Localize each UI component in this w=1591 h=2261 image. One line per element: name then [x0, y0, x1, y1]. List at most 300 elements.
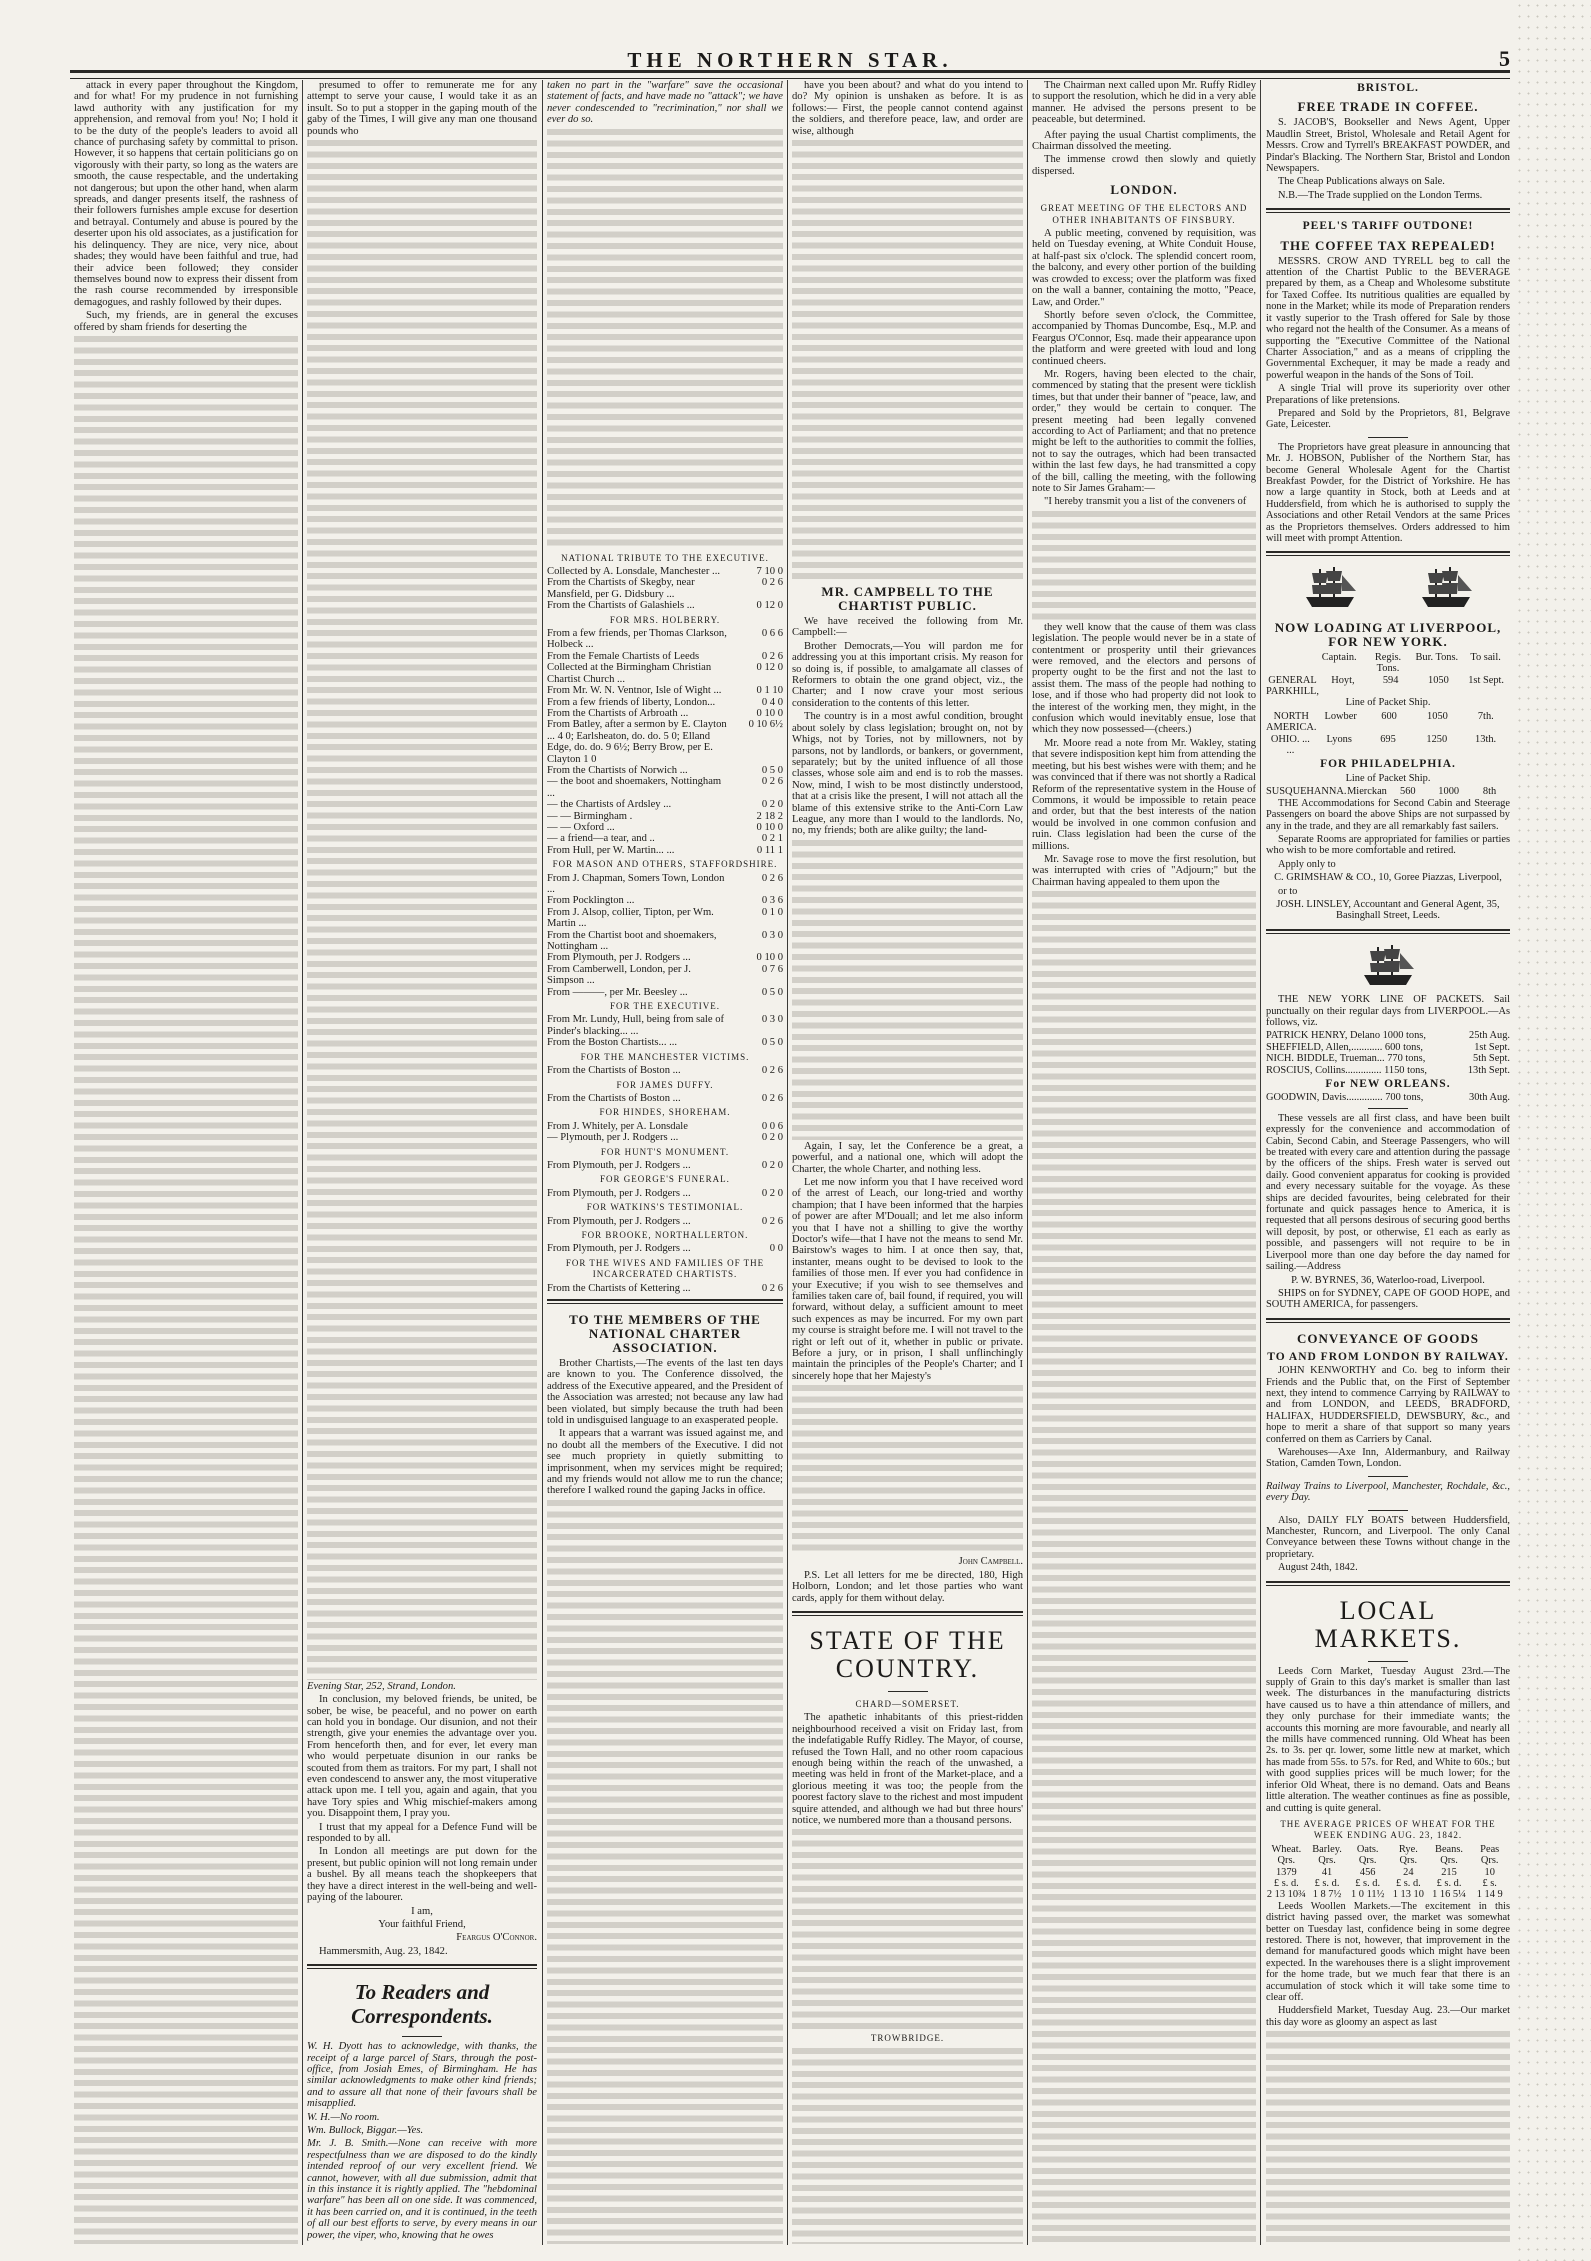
list-row	[547, 651, 783, 662]
list-row	[547, 577, 783, 600]
subheading: FOR PHILADELPHIA.	[1320, 758, 1456, 771]
row-amount: 0 2 6	[761, 1065, 783, 1077]
illegible-text-block	[792, 2048, 1023, 2244]
row-label: From Plymouth, per J. Rodgers ...	[547, 1215, 691, 1227]
table-cell: Qrs.	[1358, 1855, 1377, 1867]
newspaper-title: THE NORTHERN STAR.	[627, 48, 953, 72]
italic-paragraph: Railway Trains to Liverpool, Manchester, Rochdale, &c., every Day.	[1266, 1480, 1510, 1504]
row-label: From the Chartist boot and shoemakers, Nottingham ...	[547, 929, 717, 953]
section-rule	[1266, 1318, 1510, 1323]
row-label: From Pocklington ...	[547, 895, 635, 907]
table-row	[1266, 652, 1510, 675]
row-amount: 0 2 6	[761, 872, 783, 884]
headline: LONDON.	[1110, 182, 1178, 198]
row-label: From Batley, after a sermon by E. Clayton ... 4 0; Earlsheaton, do. do. 5 0; Elland Edge, do. do. 9 6½; Berry Brow, per E. Clayton 1 0	[547, 719, 727, 765]
paragraph: presumed to offer to remunerate me for any attempt to serve your cause, I would take it as an insult. So to put a stopper in the gaping mouth of the gaby of the Times, I will give any man one thousand pounds who	[307, 80, 537, 137]
paragraph: In conclusion, my beloved friends, be united, be sober, be wise, be peaceful, and no power on earth can hold you in bondage. Our disunion, and not their strength, give your enemies the advantage over you. From henceforth then, and for ever, let every man who would perpetuate disunion in our ranks be scouted from them as traitors. For my part, I shall not even condescend to answer any, the most vituperative attack upon me. I tell you, again and again, that you have Tory spies and Whig mischief-makers among you. Disappoint them, I pray you.	[307, 1694, 537, 1820]
paragraph: Warehouses—Axe Inn, Aldermanbury, and Railway Station, Camden Town, London.	[1266, 1446, 1510, 1470]
row-amount: 0 2 6	[761, 1092, 783, 1104]
row-amount: 0 3 0	[761, 1014, 783, 1026]
table-row	[1266, 675, 1510, 698]
row-label: SHEFFIELD, Allen,............ 600 tons,	[1266, 1041, 1424, 1053]
paragraph: S. JACOB'S, Bookseller and News Agent, Upper Maudlin Street, Bristol, Wholesale and Retail Agent for Messrs. Crow and Tyrrell's BREAKFAST POWDER, and Pindar's Blacking. The Northern Star, Bristol and London Newspapers.	[1266, 117, 1510, 175]
row-label: From the Chartists of Galashiels ...	[547, 600, 695, 612]
table-row	[1266, 1867, 1510, 1878]
table-cell: Regis. Tons.	[1374, 651, 1402, 675]
paragraph: Again, I say, let the Conference be a great, a powerful, and a national one, which will adopt the Charter, the whole Charter, and nothing less.	[792, 1140, 1023, 1175]
table-cell: 456	[1359, 1866, 1376, 1878]
row-amount: 0 2 6	[761, 650, 783, 662]
table-cell: Oats.	[1356, 1843, 1379, 1855]
table-cell: 600	[1381, 710, 1397, 722]
row-label: Collected by A. Lonsdale, Manchester ...	[547, 566, 720, 578]
row-label: From the Chartists of Arbroath ...	[547, 707, 689, 719]
row-label: From ———, per Mr. Beesley ...	[547, 986, 688, 998]
column-1	[74, 80, 298, 2245]
subheading: NATIONAL TRIBUTE TO THE EXECUTIVE.	[561, 552, 769, 563]
table-cell: 1 14 9	[1476, 1889, 1503, 1901]
subheading: FOR WATKINS'S TESTIMONIAL.	[586, 1202, 744, 1213]
table-cell: Bur. Tons.	[1415, 651, 1459, 663]
illegible-text-block	[1032, 891, 1256, 2244]
illegible-text-block	[547, 1500, 783, 2244]
short-divider	[888, 1691, 928, 1692]
row-amount: 0 2 6	[761, 1282, 783, 1294]
centered-line: Line of Packet Ship.	[1345, 772, 1431, 784]
row-label: From J. Whitely, per A. Lonsdale	[547, 1120, 688, 1132]
list-row	[547, 628, 783, 651]
italic-paragraph: taken no part in the "warfare" save the occasional statement of facts, and have made no "attack"; we have never condescended to "recrimination," nor shall we ever do so.	[547, 80, 783, 126]
row-amount: 0 2 0	[761, 1132, 783, 1144]
section-rule	[307, 1964, 537, 1969]
row-label: GOODWIN, Davis.............. 700 tons,	[1266, 1092, 1424, 1104]
list-row	[547, 685, 783, 696]
column-2	[307, 80, 537, 2245]
table-row	[1266, 734, 1510, 757]
paragraph: Huddersfield Market, Tuesday Aug. 23.—Our market this day wore as gloomy an aspect as last	[1266, 2005, 1510, 2028]
table-cell: 1379	[1275, 1866, 1297, 1878]
paragraph: A single Trial will prove its superiority over other Preparations of like pretensions.	[1266, 383, 1510, 406]
paragraph: N.B.—The Trade supplied on the London Terms.	[1278, 189, 1483, 201]
list-row	[547, 799, 783, 810]
row-amount: 0 3 0	[761, 929, 783, 941]
paragraph: THE NEW YORK LINE OF PACKETS. Sail punctually on their regular days from LIVERPOOL.—As follows, viz.	[1266, 994, 1510, 1028]
table-cell: Lowber	[1324, 710, 1357, 722]
table-row	[1266, 1889, 1510, 1900]
subheading: For NEW ORLEANS.	[1325, 1078, 1451, 1090]
row-label: From a few friends of liberty, London...	[547, 696, 716, 708]
table-cell: Rye.	[1398, 1843, 1418, 1855]
paragraph: Apply only to	[1278, 858, 1336, 870]
table-cell: Wheat.	[1271, 1843, 1302, 1855]
row-label: — — Oxford ...	[547, 821, 615, 833]
paragraph: or to	[1278, 885, 1298, 897]
list-row	[547, 873, 783, 896]
paragraph: I trust that my appeal for a Defence Fund will be responded to by all.	[307, 1821, 537, 1845]
paragraph: Hammersmith, Aug. 23, 1842.	[319, 1945, 448, 1957]
row-label: From Plymouth, per J. Rodgers ...	[547, 1187, 691, 1199]
paragraph: SHIPS on for SYDNEY, CAPE OF GOOD HOPE, and SOUTH AMERICA, for passengers.	[1266, 1287, 1510, 1311]
list-row	[547, 811, 783, 822]
paragraph: THE Accommodations for Second Cabin and Steerage Passengers on board the above Ships are not surpassed by any in the trade, and they are all remarkably fast sailers.	[1266, 797, 1510, 832]
list-row	[547, 1188, 783, 1199]
signature: John Campbell.	[958, 1556, 1023, 1568]
subheading: FOR MRS. HOLBERRY.	[609, 614, 721, 625]
row-amount: 0 2 1	[761, 833, 783, 845]
headline: MR. CAMPBELL TO THE CHARTIST PUBLIC.	[821, 584, 994, 614]
table-cell: 2 13 10¾	[1266, 1889, 1306, 1901]
subheading: FOR THE MANCHESTER VICTIMS.	[580, 1051, 750, 1062]
row-amount: 0 12 0	[756, 600, 783, 612]
row-amount: 0 12 0	[756, 662, 783, 674]
list-row	[1266, 1065, 1510, 1076]
subheading: FOR GEORGE'S FUNERAL.	[600, 1174, 730, 1185]
paragraph: The Cheap Publications always on Sale.	[1278, 176, 1445, 188]
centered-line: C. GRIMSHAW & CO., 10, Goree Piazzas, Liverpool,	[1274, 872, 1502, 884]
list-row	[547, 833, 783, 844]
table-cell: £ s. d.	[1355, 1877, 1381, 1889]
row-amount: 2 18 2	[756, 810, 783, 822]
row-amount: 0 2 6	[761, 1215, 783, 1227]
list-row	[547, 1014, 783, 1037]
row-label: — the boot and shoemakers, Nottingham ...	[547, 776, 722, 799]
list-row	[547, 600, 783, 611]
column-divider	[302, 80, 303, 2245]
table-cell: Qrs.	[1277, 1855, 1296, 1867]
table-cell: 13th.	[1475, 733, 1497, 745]
paragraph: Mr. Rogers, having been elected to the chair, commenced by stating that the present were ticklish times, but that under their banner of "peace, law, and order," they would be certain to conquer. The present meeting had been legally convened according to Act of Parliament; and that no pretence might be left to the authorities to commit the follies, not to say the outrages, which had been transacted within the last few days, he had transmitted a copy of the bill, calling the meeting, with the following note to Sir James Graham:—	[1032, 368, 1256, 494]
italic-paragraph: W. H. Dyott has to acknowledge, with thanks, the receipt of a large parcel of Stars, through the post-office, from Josiah Emes, of Birmingham. He has similar acknowledgments to make other kind friends; and to assure all that none of their favours shall be misapplied.	[307, 2041, 537, 2110]
row-label: From a few friends, per Thomas Clarkson, Holbeck ...	[547, 628, 727, 651]
table-cell: £ s. d.	[1436, 1877, 1462, 1889]
short-divider	[1368, 1510, 1408, 1511]
row-label: From Hull, per W. Martin... ...	[547, 844, 675, 856]
row-label: NICH. BIDDLE, Trueman... 770 tons,	[1266, 1053, 1426, 1065]
paragraph: attack in every paper throughout the Kingdom, and for what! For my prudence in not furnishing lawd authority with any justification for my apprehension, and removal from you! No; I hold it to be the duty of the people's leaders to avoid all chance of purchasing safety by committal to prison. However, it so happens that certain politicians go on vigorously with their party, so long as the waters are smooth, the cause respectable, and the undertaking not dangerous; but upon the other hand, when alarm spreads, and danger presents itself, the rashness of their followers furnishes ample excuse for desertion and betrayal. Contumely and abuse is poured by the deserter upon his old associates, as a justification for his delinquency. They are nice, very nice, about shades; they would have been faithful and true, had their advice been followed; they consider themselves bound now to express their dissent from the rash course recommended by irresponsible demagogues, and rashly followed by their dupes.	[74, 80, 298, 308]
table-cell: £ s. d.	[1273, 1877, 1299, 1889]
list-row	[547, 708, 783, 719]
headline: CONVEYANCE OF GOODS	[1296, 1330, 1479, 1346]
masthead-rule	[70, 70, 1510, 79]
table-cell: 1st Sept.	[1468, 674, 1505, 686]
table-cell: Mierckan	[1347, 786, 1387, 798]
paragraph: Also, DAILY FLY BOATS between Huddersfield, Manchester, Runcorn, and Liverpool. The only Canal Conveyance between these Towns without change in the proprietary.	[1266, 1514, 1510, 1560]
paragraph: Prepared and Sold by the Proprietors, 81, Belgrave Gate, Leicester.	[1266, 407, 1510, 431]
headline: FREE TRADE IN COFFEE.	[1297, 99, 1479, 115]
row-amount: 0 10 0	[756, 821, 783, 833]
headline: NOW LOADING AT LIVERPOOL, FOR NEW YORK.	[1274, 619, 1502, 649]
table-cell: Beans.	[1435, 1843, 1464, 1855]
list-row	[1266, 1092, 1510, 1103]
list-row	[547, 1243, 783, 1254]
table-row	[1266, 1855, 1510, 1866]
table-cell: GENERAL PARKHILL,	[1266, 674, 1320, 698]
row-label: From J. Chapman, Somers Town, London ...	[547, 872, 725, 895]
table-cell: Qrs.	[1480, 1855, 1499, 1867]
list-row	[547, 1037, 783, 1048]
table-cell: 1 8 7½	[1312, 1889, 1342, 1901]
table-cell: 1 13 10	[1392, 1889, 1424, 1901]
list-row	[547, 1283, 783, 1294]
list-row	[547, 964, 783, 987]
row-amount: 0 10 0	[756, 952, 783, 964]
list-row	[1266, 1053, 1510, 1064]
signature: Feargus O'Connor.	[456, 1932, 537, 1944]
ship-icon	[1360, 943, 1416, 990]
row-amount: 30th Aug.	[1469, 1092, 1510, 1104]
list-row	[1266, 1042, 1510, 1053]
table-cell: £ s. d.	[1314, 1877, 1340, 1889]
list-row	[547, 1132, 783, 1143]
row-amount: 25th Aug.	[1469, 1030, 1510, 1042]
row-amount: 0 2 6	[761, 577, 783, 589]
subheading: FOR THE WIVES AND FAMILIES OF THE INCARCERATED CHARTISTS.	[565, 1257, 765, 1280]
paragraph: Mr. Moore read a note from Mr. Wakley, stating that severe indisposition kept him from attending the meeting, but his best wishes were with them; and he was convinced that if there was not shortly a Radical Reform of the representative system in the House of Commons, it would be impossible to retain peace and order, but that the best interests of the nation would be involved in one common confusion and ruin. Class legislation had been the curse of the millions.	[1032, 737, 1256, 852]
table-cell: Peas	[1480, 1843, 1500, 1855]
paragraph: Such, my friends, are in general the excuses offered by sham friends for deserting the	[74, 310, 298, 333]
paragraph: Leeds Corn Market, Tuesday August 23rd.—The supply of Grain to this day's market is smaller than last week. The disturbances in the manufacturing districts have caused us to have a thin attendance of millers, and they only purchase for their immediate wants; the accounts this morning are more favourable, and nearly all the mills have commenced running. Old Wheat has been 2s. to 3s. per qr. lower, some little new at market, which has made from 55s. to 57s. for Red, and White to 60s.; but with good supplies prices will be much lower; for the inferior Old Wheat, there is no demand. Oats and Beans little alteration. The weather continues as fine as possible, and cutting is quite general.	[1266, 1665, 1510, 1814]
table-cell: £ s. d.	[1395, 1877, 1421, 1889]
table-cell: 1050	[1428, 674, 1449, 686]
italic-paragraph: Evening Star, 252, Strand, London.	[307, 1680, 456, 1692]
row-label: From Plymouth, per J. Rodgers ...	[547, 1243, 691, 1255]
row-amount: 0 0 6	[761, 1120, 783, 1132]
table-cell: £ s.	[1482, 1877, 1497, 1889]
row-label: Collected at the Birmingham Christian Chartist Church ...	[547, 662, 712, 685]
paragraph: Let me now inform you that I have received word of the arrest of Leach, our long-tried and worthy champion; that I have been informed that the harpies of power are after M'Douall; and let me also inform you that I have not a shilling to give the worthy Doctor's wife—that I have not the means to send Mr. Bairstow's wages to him. I at once then say, that, instanter, means ought to be devised to look to the families of those men. If ever you had confidence in your Executive; if you wish to see themselves and families taken care of, bail found, if required, you will forward, without delay, a sufficient amount to meet such expences as may be incurred. For my own part my course is straight before me. I will not travel to the right or left out of it, whether in public or private. Before a jury, or in prison, I shall unflinchingly maintain the principles of the People's Charter; and I sincerely hope that her Majesty's	[792, 1176, 1023, 1382]
table-cell: 1000	[1438, 786, 1460, 798]
table-row	[1266, 711, 1510, 734]
page-margin	[1515, 0, 1591, 2261]
italic-paragraph: Mr. J. B. Smith.—None can receive with more respectfulness than we are disposed to do the kindly intended reproof of our very excellent friend. We cannot, however, with all due submission, admit that in this instance it is rightly applied. The "hebdominal warfare" has been all on one side. It was commenced, it has been carried on, and it is continued, in the teeth of all our best efforts to serve, by every means in our power, the viper, who, knowing that he owes	[307, 2138, 537, 2241]
table-cell: 594	[1382, 674, 1399, 686]
row-label: PATRICK HENRY, Delano 1000 tons,	[1266, 1030, 1426, 1042]
row-amount: 0 1 10	[756, 685, 783, 697]
row-amount: 5th Sept.	[1473, 1053, 1510, 1065]
list-row	[547, 697, 783, 708]
table-cell: To sail.	[1470, 651, 1501, 663]
table-cell: Qrs.	[1440, 1855, 1458, 1867]
paragraph: Brother Democrats,—You will pardon me for addressing you at this important crisis. My reason for so doing is, if possible, to amalgamate all classes of Reformers to obtain the one grand object, viz., the Charter; and I now crave your most serious consideration to the contents of this letter.	[792, 640, 1023, 709]
list-row	[547, 1093, 783, 1104]
column-5	[1032, 80, 1256, 2245]
list-row	[547, 1121, 783, 1132]
table-cell: 1050	[1427, 710, 1448, 722]
paragraph: "I hereby transmit you a list of the conveners of	[1044, 496, 1247, 508]
table-cell: 695	[1380, 733, 1396, 745]
section-headline: LOCAL MARKETS.	[1314, 1595, 1462, 1653]
table-cell: 24	[1403, 1866, 1414, 1878]
table-cell: NORTH AMERICA.	[1266, 710, 1317, 734]
short-divider	[1368, 1661, 1408, 1662]
section-rule	[1266, 1581, 1510, 1586]
masthead	[70, 40, 1510, 74]
illegible-text-block	[74, 336, 298, 2244]
row-amount: 0 5 0	[761, 986, 783, 998]
table-row	[1266, 1844, 1510, 1855]
row-label: ROSCIUS, Collins.............. 1150 tons,	[1266, 1064, 1427, 1076]
list-row	[547, 845, 783, 856]
ship-illustration	[1266, 943, 1510, 990]
row-label: From the Female Chartists of Leeds	[547, 650, 700, 662]
short-divider	[1368, 1476, 1408, 1477]
subheading: FOR HINDES, SHOREHAM.	[599, 1107, 731, 1118]
short-divider	[1368, 1108, 1408, 1109]
illegible-text-block	[792, 1829, 1023, 2029]
column-divider	[1027, 80, 1028, 2245]
table-cell: 41	[1321, 1866, 1333, 1878]
paragraph: A public meeting, convened by requisition, was held on Tuesday evening, at White Conduit House, at half-past six o'clock. The splendid concert room, the balcony, and every other portion of the building was crowded to excess; over the platform was fixed on the wall a banner, containing the motto, "Peace, Law, and Order."	[1032, 228, 1256, 308]
list-row	[547, 930, 783, 953]
subheading: BRISTOL.	[1357, 82, 1419, 94]
table-cell: Qrs.	[1318, 1855, 1336, 1867]
paragraph: The Chairman next called upon Mr. Ruffy Ridley to support the resolution, which he did in a very able manner. He advised the persons present to be peaceable, but determined.	[1032, 80, 1256, 126]
list-row	[547, 1065, 783, 1076]
row-label: From the Chartists of Boston ...	[547, 1065, 681, 1077]
short-divider	[1368, 437, 1408, 438]
table-cell: Lyons	[1326, 733, 1352, 745]
table-cell: 1250	[1426, 733, 1448, 745]
list-row	[547, 822, 783, 833]
illegible-text-block	[547, 129, 783, 549]
row-label: — Plymouth, per J. Rodgers ...	[547, 1132, 679, 1144]
column-3	[547, 80, 783, 2245]
row-amount: 0 11 1	[756, 844, 783, 856]
row-amount: 0 10 0	[756, 707, 783, 719]
paragraph: It appears that a warrant was issued against me, and no doubt all the members of the Executive. I did not see much propriety in quietly submitting to imprisonment, when my services might be required; and my friends would not allow me to run the chance; therefore I walked round the gaping Jacks in office.	[547, 1428, 783, 1497]
row-amount: 0 4 0	[761, 696, 783, 708]
paragraph: Mr. Savage rose to move the first resolution, but was interrupted with cries of "Adjourn;" but the Chairman having appealed to them upon the	[1032, 853, 1256, 888]
table-cell	[1266, 652, 1315, 675]
section-rule	[547, 1299, 783, 1304]
row-amount: 1st Sept.	[1474, 1041, 1510, 1053]
column-divider	[787, 80, 788, 2245]
list-row	[547, 719, 783, 765]
row-label: From the Chartists of Skegby, near Mansfield, per G. Didsbury ...	[547, 577, 695, 600]
subheading: FOR BROOKE, NORTHALLERTON.	[581, 1229, 749, 1240]
subheading: FOR MASON AND OTHERS, STAFFORDSHIRE.	[552, 859, 778, 870]
row-amount: 0 2 0	[761, 1159, 783, 1171]
row-label: From the Chartists of Boston ...	[547, 1092, 681, 1104]
column-6	[1266, 80, 1510, 2245]
paragraph: We have received the following from Mr. Campbell:—	[792, 616, 1023, 639]
row-label: From Plymouth, per J. Rodgers ...	[547, 1159, 691, 1171]
subheading: GREAT MEETING OF THE ELECTORS AND OTHER INHABITANTS OF FINSBURY.	[1040, 203, 1248, 225]
paragraph: have you been about? and what do you intend to do? My opinion is unshaken as before. It is as follows:— First, the people cannot contend against the soldiers, and therefore peace, law, and order are wise, although	[792, 80, 1023, 137]
row-label: From Camberwell, London, per J. Simpson ...	[547, 963, 691, 987]
row-amount: 0 5 0	[761, 1037, 783, 1049]
row-label: From Mr. W. N. Ventnor, Isle of Wight ...	[547, 685, 722, 697]
table-cell: SUSQUEHANNA.	[1266, 786, 1347, 798]
table-cell: 215	[1441, 1866, 1457, 1878]
paragraph: MESSRS. CROW AND TYRELL beg to call the attention of the Chartist Public to the BEVERAGE prepared by them, as a Cheap and Wholesome substitute for Taxed Coffee. Its nutritious qualities are equalled by none in the Market; while its mode of Preparation renders it vastly superior to the Trash offered for Sale by those who regard not the health of the Consumer. As a means of supporting the "Executive Committee of the National Charter Association," and as a means of crippling the Governmental Exchequer, it may be made a ready and powerful weapon in the hands of the Sons of Toil.	[1266, 255, 1510, 381]
list-row	[547, 765, 783, 776]
table-cell: 1 0 11½	[1350, 1889, 1385, 1901]
section-rule	[792, 1611, 1023, 1616]
centered-line: P. W. BYRNES, 36, Waterloo-road, Liverpool.	[1291, 1274, 1485, 1286]
ship-icon	[1302, 565, 1358, 612]
headline: TO THE MEMBERS OF THE NATIONAL CHARTER ASSOCIATION.	[569, 1312, 761, 1355]
italic-paragraph: Wm. Bullock, Biggar.—Yes.	[307, 2124, 424, 2136]
section-rule	[1266, 208, 1510, 213]
paragraph: they well know that the cause of them was class legislation. The people would never be in a state of contentment or prosperity until their grievances were removed, and the electors and persons of property ought to be the first and not the last to assist them. The mass of the people had nothing to lose, and if those who had property did not look to the interest of the working men, they might, in the confusion which would inevitably ensue, lose that which they now possessed—(cheers.)	[1032, 621, 1256, 736]
table-cell: OHIO. ... ...	[1270, 733, 1310, 757]
row-label: — the Chartists of Ardsley ...	[547, 799, 672, 811]
illegible-text-block	[1032, 511, 1256, 621]
row-amount: 0 10 6½	[748, 719, 783, 731]
table-cell: Captain.	[1321, 651, 1357, 663]
ship-illustration	[1266, 565, 1510, 612]
subheading: THE AVERAGE PRICES OF WHEAT FOR THE WEEK ENDING AUG. 23, 1842.	[1280, 1818, 1496, 1841]
row-amount: 0 2 0	[761, 1187, 783, 1199]
subheading: FOR HUNT'S MONUMENT.	[600, 1146, 730, 1157]
row-label: — — Birmingham .	[547, 810, 633, 822]
illegible-text-block	[307, 140, 537, 1680]
headline: THE COFFEE TAX REPEALED!	[1280, 237, 1496, 253]
subheading: TO AND FROM LONDON BY RAILWAY.	[1267, 1350, 1509, 1363]
paragraph: P.S. Let all letters for me be directed, 180, High Holborn, London; and let those parties who want cards, apply for them without delay.	[792, 1569, 1023, 1604]
row-amount: 0 2 6	[761, 776, 783, 788]
illegible-text-block	[792, 140, 1023, 580]
paragraph: The country is in a most awful condition, brought about solely by class legislation; brought on, not by Whigs, not by Tories, not by millowners, not by parsons, not by landlords, or bankers, or government, separately; but by the united influence of all those classes, whose sole aim and end is to rob the masses. Now, mind, I wish to be most distinctly understood, that at a crisis like the present, I will not attach all the blame of this extensive strike to the Anti-Corn Law League, any more than I would to the landlords. No, no, my friends; both are alike guilty; the land-	[792, 711, 1023, 837]
row-label: — a friend—a tear, and ..	[547, 833, 655, 845]
row-amount: 13th Sept.	[1467, 1064, 1510, 1076]
row-label: From Plymouth, per J. Rodgers ...	[547, 952, 691, 964]
row-amount: 0 5 0	[761, 764, 783, 776]
paragraph: Brother Chartists,—The events of the last ten days are known to you. The Conference dissolved, the address of the Executive appeared, and the President of the Association was arrested; not because any law had been violated, but simply because the truth had been told in undisguised language to an exasperated people.	[547, 1358, 783, 1427]
subheading: PEEL'S TARIFF OUTDONE!	[1302, 220, 1474, 233]
paragraph: These vessels are all first class, and have been built expressly for the convenience and accommodation of Cabin, Second Cabin, and Steerage Passengers, who will be treated with every care and attention during the passage by the officers of the ships. Fresh water is served out daily. Good convenient apparatus for cooking is provided and every necessary suitable for the voyage. As these ships are decided favourites, being celebrated for their fortunate and quick passages hence to America, it is requested that all persons desirous of securing good berths will deposit, by post, or otherwise, £1 each as early as possible, and passengers will not require to be in Liverpool more than one day before the day named for sailing.—Address	[1266, 1112, 1510, 1273]
list-row	[1266, 1030, 1510, 1041]
row-amount: 0 2 0	[761, 799, 783, 811]
centered-line: Line of Packet Ship.	[1345, 697, 1431, 709]
table-cell: 8th	[1482, 786, 1497, 798]
illegible-text-block	[1266, 2031, 1510, 2244]
subheading: CHARD—SOMERSET.	[855, 1698, 960, 1709]
table-cell: 10	[1484, 1866, 1495, 1878]
short-divider	[402, 2036, 442, 2037]
paragraph: After paying the usual Chartist compliments, the Chairman dissolved the meeting.	[1032, 129, 1256, 153]
paragraph: The apathetic inhabitants of this priest-ridden neighbourhood received a visit on Friday last, from the indefatigable Ruffy Ridley. The Mayor, of course, refused the Town Hall, and no other room capacious enough being within the reach of the unwashed, a meeting was held in front of the Market-place, and a glorious meeting it was too; the people from the poorest factory slave to the richest and most impudent squire attended, and although we had but three hours' notice, we numbered more than a thousand persons.	[792, 1712, 1023, 1826]
list-row	[547, 1160, 783, 1171]
column-divider	[1260, 80, 1261, 2245]
subheading: FOR THE EXECUTIVE.	[609, 1001, 721, 1012]
row-label: From the Chartists of Kettering ...	[547, 1282, 691, 1294]
section-headline: To Readers and Correspondents.	[351, 1980, 493, 2029]
list-row	[547, 776, 783, 799]
list-row	[547, 662, 783, 685]
paragraph: Shortly before seven o'clock, the Committee, accompanied by Thomas Duncombe, Esq., M.P. and Feargus O'Connor, Esq. made their appearance upon the platform and were greeted with loud and long continued cheers.	[1032, 309, 1256, 367]
paragraph: Separate Rooms are appropriated for families or parties who wish to be more comfortable and retired.	[1266, 833, 1510, 857]
row-amount: 0 0	[769, 1243, 783, 1255]
list-row	[547, 1216, 783, 1227]
row-amount: 0 6 6	[761, 628, 783, 640]
row-amount: 0 7 6	[761, 963, 783, 975]
list-row	[547, 952, 783, 963]
list-row	[547, 987, 783, 998]
paragraph: Leeds Woollen Markets.—The excitement in this district having passed over, the market was somewhat better on Tuesday last, confidence being in some degree restored. There is not, however, that improvement in the demand for manufactured goods which might have been expected. In the warehouses there is a slight improvement for the home trade, but we much fear that there is an accumulation of stock which it will take some time to clear off.	[1266, 1900, 1510, 2003]
row-label: From Mr. Lundy, Hull, being from sale of Pinder's blacking... ...	[547, 1014, 725, 1037]
table-cell: 7th.	[1477, 710, 1494, 722]
paragraph: The immense crowd then slowly and quietly dispersed.	[1032, 154, 1256, 177]
table-cell: Qrs.	[1399, 1855, 1418, 1867]
table-cell: Barley.	[1312, 1843, 1342, 1855]
centered-line: Your faithful Friend,	[378, 1918, 466, 1930]
list-row	[547, 566, 783, 577]
subheading: TROWBRIDGE.	[870, 2033, 945, 2044]
row-amount: 0 1 0	[761, 906, 783, 918]
illegible-text-block	[792, 1385, 1023, 1555]
